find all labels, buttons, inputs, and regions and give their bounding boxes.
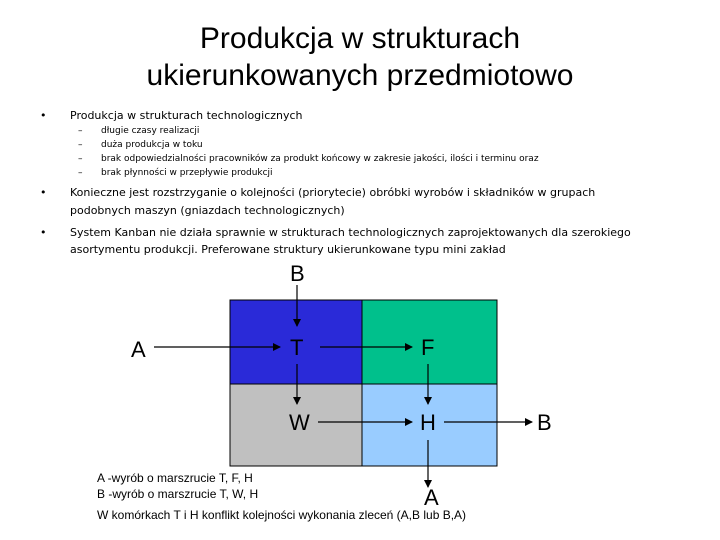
sub-item-4: brak płynności w przepływie produkcji	[101, 168, 273, 178]
caption-line-1: A -wyrób o marszrucie T, F, H	[97, 471, 253, 485]
label-a-output: A	[424, 485, 439, 510]
title-line-1: Produkcja w strukturach	[199, 22, 521, 55]
bullet-marker: •	[40, 186, 47, 199]
dash-marker: –	[78, 140, 83, 150]
sub-item-1: długie czasy realizacji	[101, 126, 200, 136]
caption-line-3: W komórkach T i H konflikt kolejności wykonania zleceń (A,B lub B,A)	[97, 508, 467, 522]
cell-f-label: F	[421, 335, 435, 360]
sub-item-3: brak odpowiedzialności pracowników za produkt końcowy w zakresie jakości, ilości i terminu oraz	[101, 154, 539, 164]
label-b-input: B	[290, 261, 305, 286]
dash-marker: –	[78, 168, 83, 178]
bullet-1: Produkcja w strukturach technologicznych	[70, 109, 303, 122]
cell-h-label: H	[420, 410, 436, 435]
bullet-2-line-1: Konieczne jest rozstrzyganie o kolejności (priorytecie) obróbki wyrobów i składników w grupach	[70, 186, 596, 199]
bullet-marker: •	[40, 226, 47, 239]
caption-line-2: B -wyrób o marszrucie T, W, H	[97, 487, 259, 501]
cell-t-label: T	[290, 335, 304, 360]
bullet-3-line-1: System Kanban nie działa sprawnie w strukturach technologicznych zaprojektowanych dla szerokiego	[70, 226, 631, 239]
bullet-marker: •	[40, 109, 47, 122]
bullet-2-line-2: podobnych maszyn (gniazdach technologicznych)	[70, 204, 345, 217]
title-line-2: ukierunkowanych przedmiotowo	[146, 59, 574, 92]
cell-w-label: W	[289, 410, 310, 435]
bullet-3-line-2: asortymentu produkcji. Preferowane struktury ukierunkowane typu mini zakład	[70, 243, 506, 256]
label-b-output: B	[537, 410, 552, 435]
label-a-input: A	[131, 337, 146, 362]
dash-marker: –	[78, 154, 83, 164]
sub-item-2: duża produkcja w toku	[101, 140, 203, 150]
dash-marker: –	[78, 126, 83, 136]
